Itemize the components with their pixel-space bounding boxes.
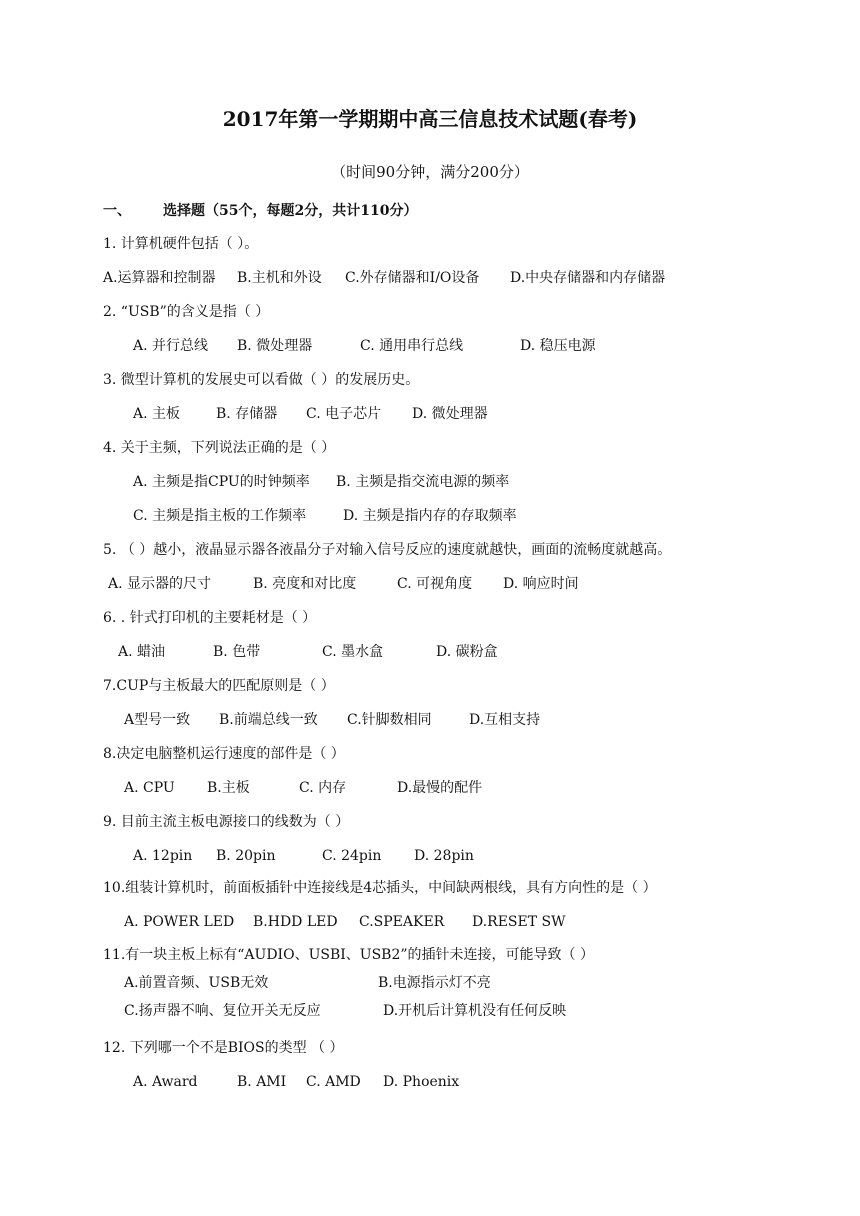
question-6-option-d: D. 碳粉盒 bbox=[436, 644, 498, 660]
question-6-option-a: A. 蜡油 bbox=[118, 644, 166, 660]
question-7-option-c: C.针脚数相同 bbox=[347, 712, 432, 728]
question-6-option-c: C. 墨水盒 bbox=[322, 644, 384, 660]
question-7-option-d: D.互相支持 bbox=[469, 712, 541, 728]
question-12-stem: 12. 下列哪一个不是BIOS的类型 （ ） bbox=[103, 1040, 344, 1056]
question-9-stem: 9. 目前主流主板电源接口的线数为（ ） bbox=[103, 814, 350, 830]
question-10-option-d: D.RESET SW bbox=[472, 914, 566, 930]
question-1-stem: 1. 计算机硬件包括（ ）。 bbox=[103, 236, 259, 252]
question-8-option-d: D.最慢的配件 bbox=[397, 780, 483, 796]
section-heading: 选择题（55个，每题2分，共计110分） bbox=[163, 203, 418, 219]
question-10-option-a: A. POWER LED bbox=[124, 914, 235, 930]
question-9-option-c: C. 24pin bbox=[322, 848, 382, 864]
question-2-option-a: A. 并行总线 bbox=[133, 338, 209, 354]
question-1-option-b: B.主机和外设 bbox=[237, 270, 322, 286]
question-2-option-c: C. 通用串行总线 bbox=[360, 338, 464, 354]
question-3-option-c: C. 电子芯片 bbox=[306, 406, 382, 422]
question-3-stem: 3. 微型计算机的发展史可以看做（ ）的发展历史。 bbox=[103, 372, 420, 388]
question-4-option-c: C. 主频是指主板的工作频率 bbox=[133, 508, 307, 524]
question-10-option-b: B.HDD LED bbox=[253, 914, 338, 930]
question-5-option-d: D. 响应时间 bbox=[503, 576, 579, 592]
question-7-option-a: A型号一致 bbox=[124, 712, 191, 728]
exam-title: 2017年第一学期期中高三信息技术试题(春考) bbox=[222, 107, 638, 131]
question-10-stem: 10.组装计算机时，前面板插针中连接线是4芯插头，中间缺两根线，具有方向性的是（ ） bbox=[103, 880, 657, 896]
question-12-option-d: D. Phoenix bbox=[383, 1074, 460, 1090]
question-12-option-c: C. AMD bbox=[306, 1074, 361, 1090]
question-10-option-c: C.SPEAKER bbox=[359, 914, 445, 930]
question-8-option-b: B.主板 bbox=[207, 780, 250, 796]
question-4-option-d: D. 主频是指内存的存取频率 bbox=[343, 508, 517, 524]
question-2-stem: 2. “USB”的含义是指（ ） bbox=[103, 304, 270, 320]
section-number: 一、 bbox=[103, 203, 131, 219]
question-11-option-c: C.扬声器不响、复位开关无反应 bbox=[124, 1003, 321, 1019]
question-8-stem: 8.决定电脑整机运行速度的部件是（ ） bbox=[103, 746, 345, 762]
question-1-option-d: D.中央存储器和内存储器 bbox=[510, 270, 666, 286]
question-3-option-a: A. 主板 bbox=[133, 406, 181, 422]
question-1-option-c: C.外存储器和I/O设备 bbox=[345, 270, 480, 286]
question-12-option-a: A. Award bbox=[133, 1074, 198, 1090]
question-4-option-b: B. 主频是指交流电源的频率 bbox=[336, 474, 510, 490]
question-11-option-b: B.电源指示灯不亮 bbox=[378, 975, 491, 991]
question-1-option-a: A.运算器和控制器 bbox=[103, 270, 216, 286]
question-8-option-c: C. 内存 bbox=[299, 780, 347, 796]
question-11-option-d: D.开机后计算机没有任何反映 bbox=[383, 1003, 567, 1019]
question-5-option-c: C. 可视角度 bbox=[397, 576, 473, 592]
question-9-option-d: D. 28pin bbox=[414, 848, 474, 864]
question-7-stem: 7.CUP与主板最大的匹配原则是（ ） bbox=[103, 678, 335, 694]
question-9-option-a: A. 12pin bbox=[133, 848, 193, 864]
question-11-stem: 11.有一块主板上标有“AUDIO、USBI、USB2”的插针未连接，可能导致（ ） bbox=[103, 947, 594, 963]
question-3-option-b: B. 存储器 bbox=[216, 406, 278, 422]
exam-subtitle: （时间90分钟，满分200分） bbox=[331, 163, 529, 181]
question-3-option-d: D. 微处理器 bbox=[412, 406, 488, 422]
question-4-stem: 4. 关于主频，下列说法正确的是（ ） bbox=[103, 440, 336, 456]
question-4-option-a: A. 主频是指CPU的时钟频率 bbox=[133, 474, 310, 490]
question-5-stem: 5. （ ）越小，液晶显示器各液晶分子对输入信号反应的速度就越快，画面的流畅度就越高。 bbox=[103, 542, 672, 558]
question-7-option-b: B.前端总线一致 bbox=[219, 712, 318, 728]
question-2-option-d: D. 稳压电源 bbox=[520, 338, 596, 354]
question-11-option-a: A.前置音频、USB无效 bbox=[124, 975, 269, 991]
question-6-stem: 6. . 针式打印机的主要耗材是（ ） bbox=[103, 610, 317, 626]
question-6-option-b: B. 色带 bbox=[213, 644, 261, 660]
question-5-option-a: A. 显示器的尺寸 bbox=[108, 576, 212, 592]
question-5-option-b: B. 亮度和对比度 bbox=[253, 576, 357, 592]
question-8-option-a: A. CPU bbox=[124, 780, 175, 796]
question-2-option-b: B. 微处理器 bbox=[237, 338, 313, 354]
question-12-option-b: B. AMI bbox=[237, 1074, 287, 1090]
question-9-option-b: B. 20pin bbox=[216, 848, 276, 864]
